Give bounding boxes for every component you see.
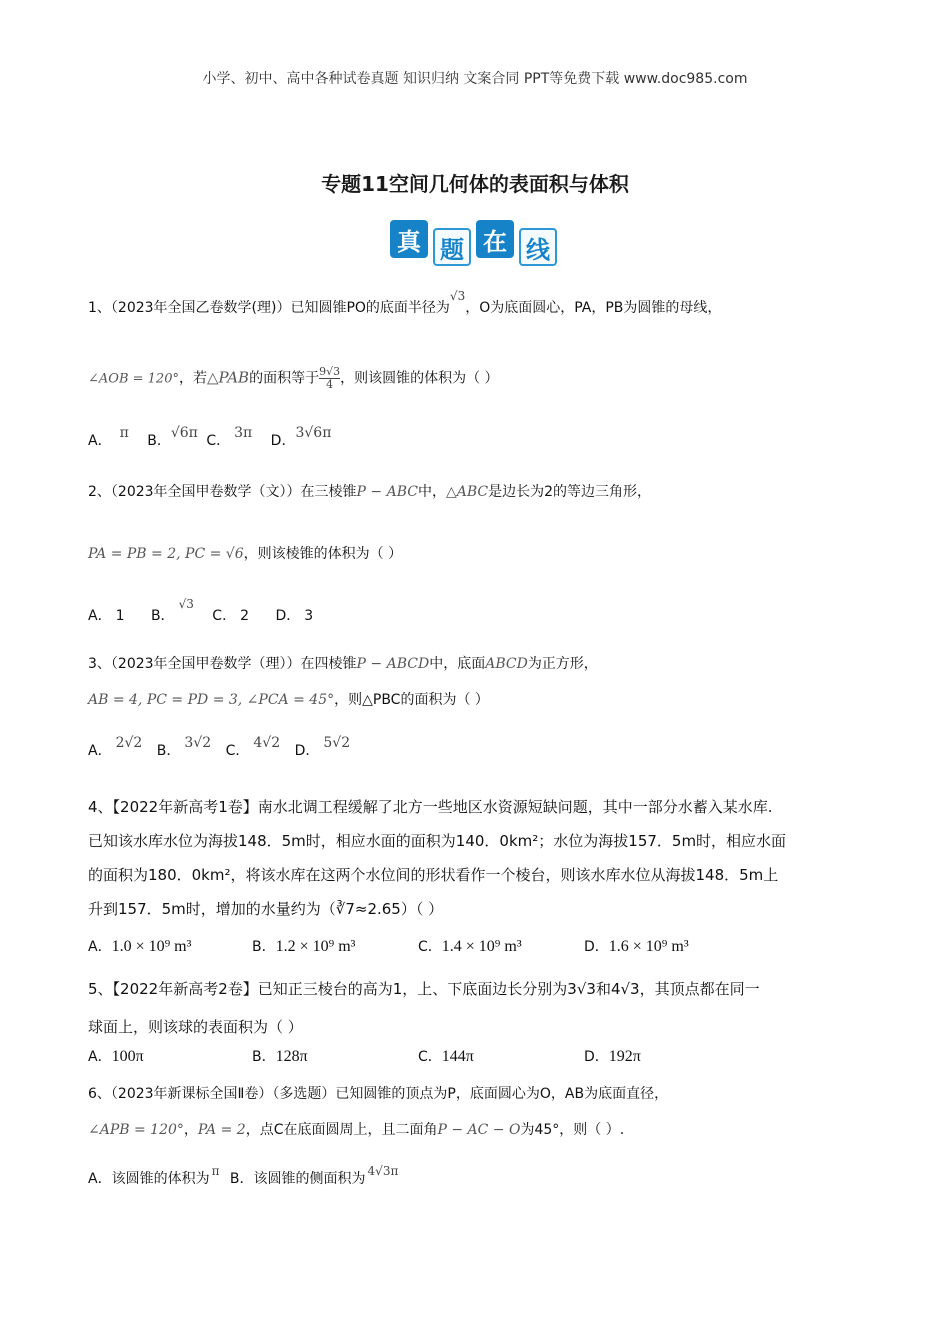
question-3-text-d: ，则△PBC的面积为（ ） [334,692,489,708]
q5-option-a-label: A． [88,1049,112,1065]
question-3-pabcd: P − ABCD [356,656,430,672]
question-2-line-1 [88,482,651,502]
q6-option-a-value: π [211,1164,220,1178]
q5-option-b [252,1046,308,1066]
question-5-options [88,1046,868,1070]
question-6-text-a: ，点C在底面圆周上，且二面角 [245,1122,438,1138]
q6-option-b-text: B．该圆锥的侧面积为 [229,1171,366,1187]
q3-option-c-label: C． [225,743,250,759]
question-1-text-e: ，则该圆锥的体积为（ ） [340,370,499,387]
q3-option-d-value: 5√2 [323,735,351,751]
question-1-condition: ∠AOB = 120° [88,371,179,387]
q3-option-b-value: 3√2 [184,735,212,751]
q5-option-b-value: 128π [275,1048,308,1065]
question-2-condition: PA = PB = 2, PC = √6 [88,546,244,562]
question-3-options [88,735,351,760]
q5-option-b-label: B． [252,1049,276,1065]
question-1-text-c: ，若 [178,370,207,387]
q1-option-d-label: D． [270,433,296,449]
question-6-condition-1: ∠APB = 120° [88,1122,184,1138]
q2-option-a-value: 1 [115,608,125,624]
question-1-triangle: △PAB [206,368,250,387]
badge-char-3: 在 [476,220,514,258]
q6-option-a-text: A．该圆锥的体积为 [88,1171,210,1187]
q2-option-d-label: D． [275,608,301,624]
question-2-text-b: 中， [417,484,446,500]
q5-option-a-value: 100π [111,1048,144,1065]
q3-option-a-label: A． [88,743,112,759]
question-2-triangle: △ABC [445,484,489,500]
q3-option-a-value: 2√2 [115,735,143,751]
question-4-line-1: 4、【2022年新高考1卷】南水北调工程缓解了北方一些地区水资源短缺问题，其中一部分水蓄入某水库. [88,798,773,816]
q3-option-d-label: D． [294,743,320,759]
question-3-text-c: 为正方形， [527,656,598,672]
question-6-line-1: 6、（2023年新课标全国Ⅱ卷）（多选题）已知圆锥的顶点为P，底面圆心为O，AB为底面直径， [88,1086,669,1102]
q1-option-b-label: B． [147,433,171,449]
question-3-abcd: ABCD [485,656,528,672]
question-6-line-2: ∠APB = 120°，PA = 2，点C在底面圆周上，且二面角P − AC − O为45°，则（ ）. [88,1122,625,1138]
q1-option-c-value: 3π [234,425,253,441]
q1-option-a-label: A． [88,433,112,449]
question-4-line-2: 已知该水库水位为海拔148．5m时，相应水面的面积为140．0km²；水位为海拔157．5m时，相应水面 [88,832,787,850]
question-4-body [88,790,786,926]
section-badge [390,220,562,268]
question-6-options [88,1164,399,1188]
question-5-line-1: 5、【2022年新高考2卷】已知正三棱台的高为1，上、下底面边长分别为3√3和4√3，其顶点都在同一 [88,980,760,998]
page-header: 小学、初中、高中各种试卷真题 知识归纳 文案合同 PPT等免费下载 www.doc985.com [202,71,748,87]
q1-option-a-value: π [119,425,129,441]
q5-option-d [584,1046,641,1066]
q5-option-c [418,1046,474,1066]
question-1-text-b: ，O为底面圆心，PA，PB为圆锥的母线， [465,300,722,316]
question-1-line-1 [88,289,722,318]
question-1-options [88,425,332,450]
q4-option-c-label: C． [418,939,442,955]
page-title: 专题11空间几何体的表面积与体积 [321,172,629,196]
q4-option-a [88,936,191,956]
q4-option-d [584,936,689,956]
fraction-denominator: 4 [326,378,334,391]
q2-option-c-label: C． [212,608,237,624]
q4-option-c-value: 1.4 × 10⁹ m³ [441,938,522,955]
q2-option-b-value: √3 [178,597,194,611]
question-6-dihedral: P − AC − O [437,1122,521,1138]
question-1-sqrt3: √3 [449,289,466,303]
q3-option-c-value: 4√2 [253,735,281,751]
question-1-line-2 [88,366,499,391]
q4-option-a-label: A． [88,939,112,955]
q4-option-c [418,936,522,956]
question-2-text-c: 是边长为2的等边三角形， [488,484,652,500]
q5-option-d-label: D． [584,1049,609,1065]
question-2-text-d: ，则该棱锥的体积为（ ） [243,546,403,562]
q1-option-c-label: C． [206,433,231,449]
q3-option-b-label: B． [156,743,181,759]
question-3-line-2 [88,690,489,710]
question-1-fraction [319,366,340,391]
question-5-line-2: 球面上，则该球的表面积为（ ） [88,1018,303,1036]
badge-char-1: 真 [390,220,428,258]
q4-option-b-label: B． [252,939,276,955]
q4-option-a-value: 1.0 × 10⁹ m³ [111,938,192,955]
question-2-line-2 [88,544,402,564]
question-2-text-a: 2、（2023年全国甲卷数学（文））在三棱锥 [88,484,357,500]
q4-option-d-value: 1.6 × 10⁹ m³ [608,938,689,955]
question-3-line-1 [88,654,598,674]
question-2-pabc: P − ABC [356,484,418,500]
question-5-body [88,970,760,1046]
question-1-text-a: 1、（2023年全国乙卷数学(理)）已知圆锥PO的底面半径为 [88,300,450,316]
badge-char-4: 线 [519,228,557,266]
question-1-text-d: 的面积等于 [249,370,320,387]
question-4-options [88,936,868,960]
badge-char-2: 题 [433,228,471,266]
q5-option-a [88,1046,144,1066]
question-6-text-b: 为45°，则（ ）. [520,1122,625,1138]
q5-option-c-label: C． [418,1049,442,1065]
question-4-line-4: 升到157．5m时，增加的水量约为（∛7≈2.65）（ ） [88,900,444,918]
question-6-condition-2: PA = 2 [197,1122,246,1138]
question-4-line-3: 的面积为180．0km²，将该水库在这两个水位间的形状看作一个棱台，则该水库水位从海拔148．5m上 [88,866,779,884]
q6-option-b-value: 4√3π [367,1164,399,1178]
fraction-numerator: 9√3 [319,365,341,378]
q4-option-b [252,936,355,956]
question-2-options [88,597,314,625]
q2-option-b-label: B． [150,608,175,624]
q4-option-d-label: D． [584,939,609,955]
q5-option-c-value: 144π [441,1048,474,1065]
q2-option-c-value: 2 [240,608,249,624]
question-3-condition: AB = 4, PC = PD = 3, ∠PCA = 45° [88,692,335,708]
q2-option-d-value: 3 [304,608,314,624]
question-3-text-b: 中，底面 [429,656,486,672]
q5-option-d-value: 192π [608,1048,641,1065]
q2-option-a-label: A． [88,608,112,624]
q1-option-b-value: √6π [170,425,198,441]
q4-option-b-value: 1.2 × 10⁹ m³ [275,938,356,955]
question-3-text-a: 3、（2023年全国甲卷数学（理））在四棱锥 [88,656,357,672]
q1-option-d-value: 3√6π [295,425,332,441]
